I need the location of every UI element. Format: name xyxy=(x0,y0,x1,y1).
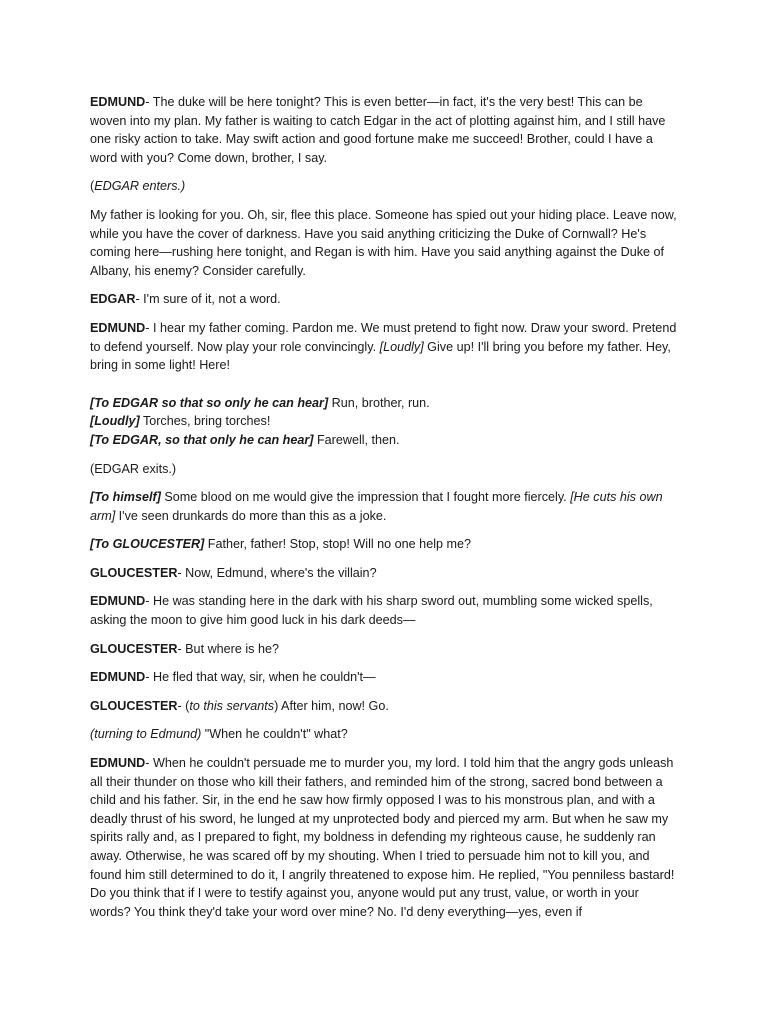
aside-run-brother xyxy=(90,394,680,413)
stage-direction: to this servants xyxy=(189,698,275,713)
speech-edmund-4 xyxy=(90,592,680,629)
stage-direction: [Loudly] xyxy=(379,339,424,354)
dialogue-text: "When he couldn't" what? xyxy=(201,727,348,742)
dialogue-text: - When he couldn't persuade me to murder you, my lord. I told him that the angry gods unleash all their thunder on those who kill their fathers, and reminded him of the strong, sacred bond between a child and his father. Sir, in the end he saw how firmly opposed I was to his monstrous plan, and with a deadly thrust of his sword, he lunged at my unprotected body and pierced my arm. But when he saw my spirits rally and, as I prepared to fight, my boldness in defending my righteous cause, he suddenly ran away. Otherwise, he was scared off by my shouting. When I tried to persuade him not to kill you, and found him still determined to do it, I angrily threatened to expose him. He replied, "You penniless bastard! Do you think that if I were to testify against you, anyone would put any trust, value, or worth in your words? You think they'd take your word over mine? No. I'd deny everything—yes, even if xyxy=(90,756,675,919)
speech-edmund-1 xyxy=(90,93,680,167)
dialogue-text: - The duke will be here tonight? This is even better—in fact, it's the very best! This can be woven into my plan. My father is waiting to catch Edgar in the act of plotting against him, and I still have one risky action to take. May swift action and good fortune make me succeed! Brother, could I have a word with you? Come down, brother, I say. xyxy=(90,95,666,165)
dialogue-text: ) After him, now! Go. xyxy=(274,698,389,713)
speech-gloucester-1 xyxy=(90,564,680,583)
speech-edmund-5 xyxy=(90,668,680,687)
dialogue-text: Give up! I'll bring you before my father. Hey, bring in some light! Here! xyxy=(90,339,671,373)
stage-direction: [To GLOUCESTER] xyxy=(90,537,205,552)
stage-direction: [He cuts his own arm] xyxy=(90,490,663,523)
speech-edmund-3 xyxy=(90,319,680,375)
speech-edgar-1 xyxy=(90,290,680,309)
stage-direction-edgar-enters xyxy=(90,177,680,196)
speech-edmund-himself xyxy=(90,488,680,525)
stage-direction: [Loudly] xyxy=(90,414,140,429)
dialogue-text: I've seen drunkards do more than this as a joke. xyxy=(115,508,387,523)
dialogue-text: - I hear my father coming. Pardon me. We must pretend to fight now. Draw your sword. Pretend to defend yourself. Now play your role convincingly. xyxy=(90,320,677,354)
speech-gloucester-2 xyxy=(90,640,680,659)
speaker-name: EDMUND xyxy=(90,95,146,109)
speaker-name: GLOUCESTER xyxy=(90,698,178,713)
aside-torches xyxy=(90,412,680,431)
dialogue-text: (EDGAR exits.) xyxy=(90,461,177,476)
dialogue-text: Torches, bring torches! xyxy=(139,414,271,429)
stage-direction: [To EDGAR, so that only he can hear] xyxy=(90,432,314,447)
script-body xyxy=(90,93,680,921)
dialogue-text: My father is looking for you. Oh, sir, flee this place. Someone has spied out your hiding place. Leave now, while you have the cover of darkness. Have you said anything criticizing the Duke of Cornwall? He's coming here—rushing here tonight, and Regan is with him. Have you said anything against the Duke of Albany, his enemy? Consider carefully. xyxy=(90,207,677,278)
speaker-name: EDMUND xyxy=(90,594,146,609)
stage-direction: [To EDGAR so that so only he can hear] xyxy=(90,395,329,410)
aside-farewell xyxy=(90,431,680,450)
speech-gloucester-3 xyxy=(90,697,680,716)
dialogue-text: Father, father! Stop, stop! Will no one help me? xyxy=(204,537,471,552)
stage-direction-edgar-exits xyxy=(90,460,680,479)
dialogue-text: Some blood on me would give the impression that I fought more fiercely. xyxy=(160,490,571,505)
stage-direction-turning xyxy=(90,725,680,744)
speaker-name: EDGAR xyxy=(90,292,136,307)
dialogue-text: ( xyxy=(90,179,95,194)
dialogue-text: - Now, Edmund, where's the villain? xyxy=(177,565,377,580)
speaker-name: EDMUND xyxy=(90,756,146,771)
speaker-name: EDMUND xyxy=(90,320,146,335)
dialogue-text: - He was standing here in the dark with his sharp sword out, mumbling some wicked spells, asking the moon to give him good luck in his dark deeds— xyxy=(90,594,653,628)
dialogue-text: Run, brother, run. xyxy=(328,395,430,410)
dialogue-text: - But where is he? xyxy=(177,641,279,656)
speaker-name: GLOUCESTER xyxy=(90,565,178,580)
dialogue-text: - He fled that way, sir, when he couldn't— xyxy=(145,670,376,685)
speaker-name: EDMUND xyxy=(90,670,146,685)
stage-direction: EDGAR enters.) xyxy=(94,179,186,194)
speaker-name: GLOUCESTER xyxy=(90,641,178,656)
dialogue-text: - ( xyxy=(177,698,190,713)
speech-edmund-6 xyxy=(90,754,680,921)
dialogue-text: Farewell, then. xyxy=(313,432,400,447)
dialogue-text: - I'm sure of it, not a word. xyxy=(135,292,281,307)
speech-edmund-2 xyxy=(90,206,680,280)
stage-direction: (turning to Edmund) xyxy=(90,727,202,742)
stage-direction: [To himself] xyxy=(90,490,161,505)
speech-edmund-to-gloucester xyxy=(90,535,680,554)
